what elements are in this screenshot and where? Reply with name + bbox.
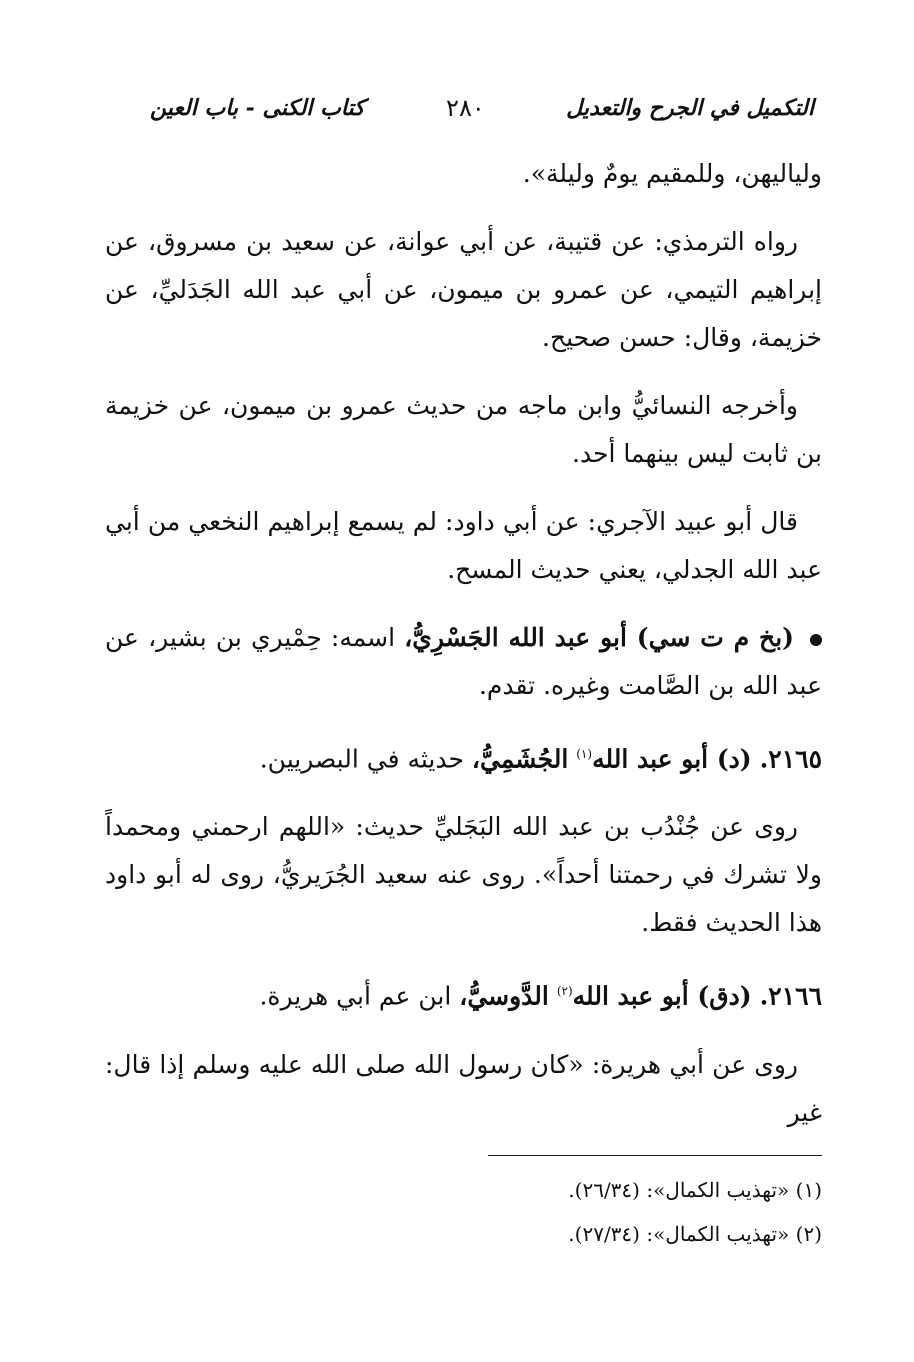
footnote-marker-2: (٢) xyxy=(556,984,573,999)
footnote-marker-1: (١) xyxy=(576,747,593,761)
paragraph-2166-body: روى عن أبي هريرة: «كان رسول الله صلى الله عليه وسلم إذا قال: غير xyxy=(105,1049,822,1127)
footnote-2: (٢) «تهذيب الكمال»: (٢٧/٣٤). xyxy=(568,1222,822,1246)
bullet-entry-text: اسمه: حِمْيري بن بشير، عن عبد الله بن الصَّامت وغيره. تقدم. xyxy=(105,623,822,700)
footnotes xyxy=(300,1168,822,1256)
main-text xyxy=(105,150,822,1157)
entry-2165-text: حديثه في البصريين. xyxy=(259,744,464,774)
entry-2165-head: (د) أبو عبد الله xyxy=(592,744,752,774)
entry-2166-head: (دق) أبو عبد الله xyxy=(572,981,752,1011)
footnote-divider xyxy=(488,1155,822,1156)
header-chapter-title: كتاب الكنى - باب العين xyxy=(150,95,365,121)
running-header xyxy=(150,88,814,128)
footnote-1: (١) «تهذيب الكمال»: (٢٦/٣٤). xyxy=(568,1178,822,1202)
paragraph-2: رواه الترمذي: عن قتيبة، عن أبي عوانة، عن سعيد بن مسروق، عن إبراهيم التيمي، عن عمرو بن ميمون، عن أبي عبد الله الجَدَليِّ، عن خزيمة، وقال: حسن صحيح. xyxy=(105,227,822,352)
entry-2166 xyxy=(105,967,822,1020)
header-book-title: التكميل في الجرح والتعديل xyxy=(566,95,814,121)
paragraph-3: وأخرجه النسائيُّ وابن ماجه من حديث عمرو بن ميمون، عن خزيمة بن ثابت ليس بينهما أحد. xyxy=(105,391,822,468)
entry-2165-nisba: الجُشَمِيُّ، xyxy=(471,744,569,774)
paragraph-1: ولياليهن، وللمقيم يومٌ وليلة». xyxy=(522,159,822,188)
entry-2166-nisba: الدَّوسيُّ، xyxy=(459,981,549,1011)
bullet-entry xyxy=(105,614,822,710)
bullet-icon xyxy=(810,634,822,646)
entry-2166-text: ابن عم أبي هريرة. xyxy=(259,981,452,1011)
paragraph-4: قال أبو عبيد الآجري: عن أبي داود: لم يسمع إبراهيم النخعي من أبي عبد الله الجدلي، يعني حديث المسح. xyxy=(105,507,822,584)
entry-2166-number: ٢١٦٦. xyxy=(759,981,822,1011)
bullet-entry-head: (بخ م ت سي) أبو عبد الله الجَسْرِيُّ، xyxy=(404,623,794,652)
entry-2165-number: ٢١٦٥. xyxy=(759,744,822,774)
page-number: ٢٨٠ xyxy=(446,94,485,122)
entry-2165 xyxy=(105,730,822,783)
paragraph-2165-body: روى عن جُنْدُب بن عبد الله البَجَليِّ حديث: «اللهم ارحمني ومحمداً ولا تشرك في رحمتنا أحداً». روى عنه سعيد الجُرَيريُّ، روى له أبو داود هذا الحديث فقط. xyxy=(105,812,822,938)
